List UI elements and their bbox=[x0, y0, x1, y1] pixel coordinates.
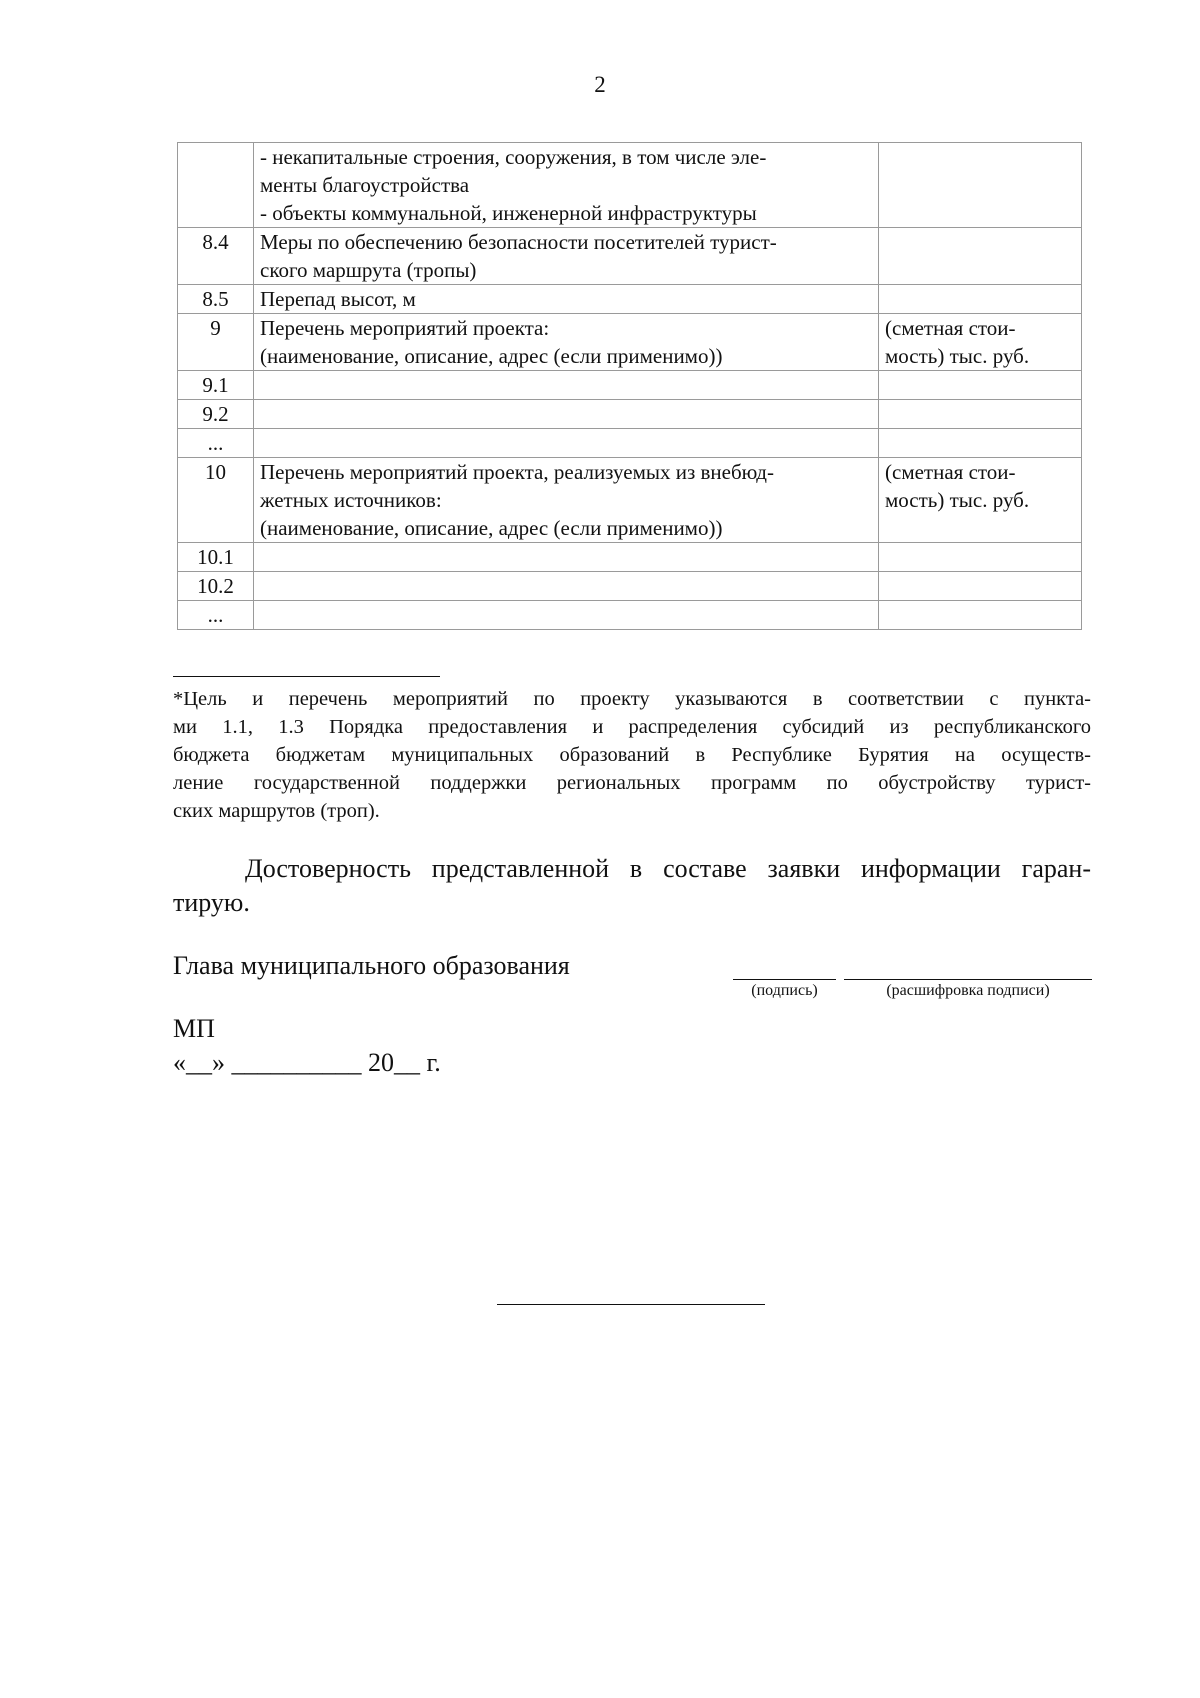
row-number-cell bbox=[178, 143, 254, 228]
cost-cell bbox=[879, 371, 1082, 400]
guarantee-line: тирую. bbox=[173, 888, 250, 917]
item-description-cell bbox=[254, 285, 879, 314]
date-line: «__» __________ 20__ г. bbox=[173, 1048, 441, 1077]
description-line: Меры по обеспечению безопасности посетителей турист- bbox=[260, 230, 777, 254]
row-number-cell: 9.1 bbox=[178, 371, 254, 400]
description-line: ского маршрута (тропы) bbox=[260, 258, 477, 282]
item-description-cell bbox=[254, 314, 879, 371]
item-description-cell bbox=[254, 371, 879, 400]
cost-cell bbox=[879, 429, 1082, 458]
cost-note-line: мость) тыс. руб. bbox=[885, 488, 1030, 512]
end-of-document-rule bbox=[497, 1304, 765, 1305]
application-table bbox=[177, 142, 1082, 630]
cost-note-line: мость) тыс. руб. bbox=[885, 344, 1030, 368]
footnote-separator bbox=[173, 676, 440, 677]
table-row bbox=[178, 458, 1082, 543]
cost-cell bbox=[879, 572, 1082, 601]
footnote-line: ских маршрутов (троп). bbox=[173, 800, 380, 822]
head-of-municipality-label: Глава муниципального образования bbox=[173, 951, 570, 980]
item-description-cell bbox=[254, 400, 879, 429]
footnote-line: бюджета бюджетам муниципальных образований в Республике Бурятия на осуществ- bbox=[173, 744, 1091, 766]
table-row bbox=[178, 143, 1082, 228]
description-line: менты благоустройства bbox=[260, 173, 470, 197]
table-row bbox=[178, 314, 1082, 371]
signature-decoding-line bbox=[844, 979, 1092, 980]
footnote-line: ми 1.1, 1.3 Порядка предоставления и распределения субсидий из республиканского bbox=[173, 716, 1091, 738]
footnote bbox=[173, 685, 1091, 825]
signature-caption: (подпись) bbox=[751, 982, 818, 999]
row-number-cell: 8.4 bbox=[178, 228, 254, 285]
signature-line bbox=[733, 979, 836, 980]
item-description-cell bbox=[254, 543, 879, 572]
cost-note-line: (сметная стои- bbox=[885, 316, 1016, 340]
footnote-line: ление государственной поддержки региональных программ по обустройству турист- bbox=[173, 772, 1091, 794]
description-line: (наименование, описание, адрес (если применимо)) bbox=[260, 516, 723, 540]
footnote-line: *Цель и перечень мероприятий по проекту указываются в соответствии с пункта- bbox=[173, 688, 1091, 710]
item-description-cell bbox=[254, 572, 879, 601]
guarantee-statement bbox=[173, 852, 1091, 920]
description-line: (наименование, описание, адрес (если применимо)) bbox=[260, 344, 723, 368]
description-line: Перечень мероприятий проекта, реализуемых из внебюд- bbox=[260, 460, 774, 484]
row-number-cell: 10.1 bbox=[178, 543, 254, 572]
page-number: 2 bbox=[594, 72, 606, 97]
signature-decoding-caption: (расшифровка подписи) bbox=[886, 982, 1050, 999]
cost-cell bbox=[879, 314, 1082, 371]
row-number-cell: ... bbox=[178, 429, 254, 458]
cost-cell bbox=[879, 400, 1082, 429]
cost-cell bbox=[879, 458, 1082, 543]
table-row bbox=[178, 543, 1082, 572]
item-description-cell bbox=[254, 458, 879, 543]
row-number-cell: 10 bbox=[178, 458, 254, 543]
cost-cell bbox=[879, 543, 1082, 572]
application-table-body bbox=[178, 143, 1082, 630]
item-description-cell bbox=[254, 143, 879, 228]
description-line: жетных источников: bbox=[260, 488, 442, 512]
cost-cell bbox=[879, 228, 1082, 285]
cost-cell bbox=[879, 601, 1082, 630]
description-line: Перечень мероприятий проекта: bbox=[260, 316, 550, 340]
table-row bbox=[178, 429, 1082, 458]
cost-cell bbox=[879, 143, 1082, 228]
table-row bbox=[178, 400, 1082, 429]
description-line: - некапитальные строения, сооружения, в том числе эле- bbox=[260, 145, 767, 169]
guarantee-line: Достоверность представленной в составе заявки информации гаран- bbox=[245, 854, 1091, 883]
row-number-cell: 9 bbox=[178, 314, 254, 371]
stamp-label: МП bbox=[173, 1014, 215, 1043]
row-number-cell: ... bbox=[178, 601, 254, 630]
table-row bbox=[178, 228, 1082, 285]
table-row bbox=[178, 371, 1082, 400]
item-description-cell bbox=[254, 601, 879, 630]
table-row bbox=[178, 601, 1082, 630]
row-number-cell: 10.2 bbox=[178, 572, 254, 601]
description-line: Перепад высот, м bbox=[260, 287, 416, 311]
description-line: - объекты коммунальной, инженерной инфраструктуры bbox=[260, 201, 757, 225]
row-number-cell: 8.5 bbox=[178, 285, 254, 314]
table-row bbox=[178, 572, 1082, 601]
cost-cell bbox=[879, 285, 1082, 314]
item-description-cell bbox=[254, 228, 879, 285]
cost-note-line: (сметная стои- bbox=[885, 460, 1016, 484]
row-number-cell: 9.2 bbox=[178, 400, 254, 429]
table-row bbox=[178, 285, 1082, 314]
item-description-cell bbox=[254, 429, 879, 458]
